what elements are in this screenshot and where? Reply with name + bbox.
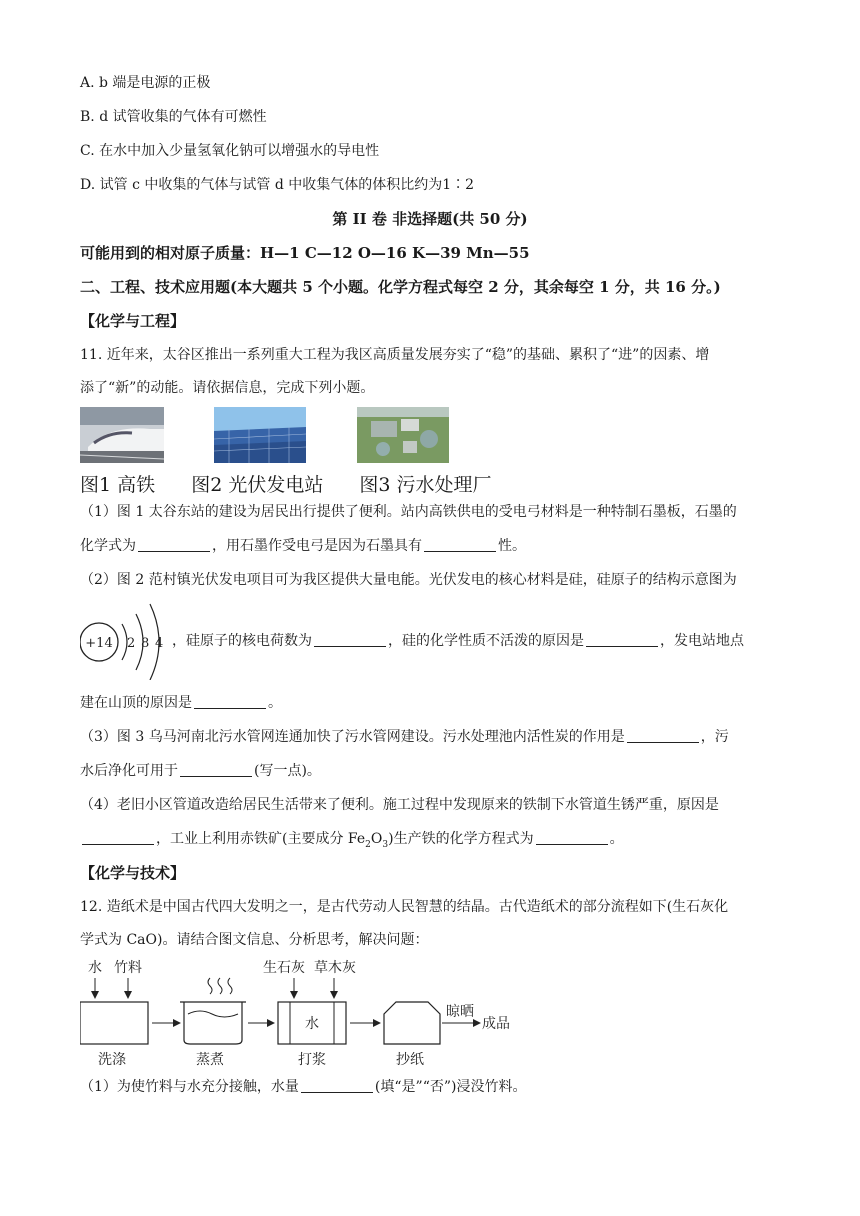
input-plant-ash: 草木灰 — [314, 960, 356, 976]
nucleus-charge: +14 — [85, 636, 113, 651]
q11-p2-line1: （2）图 2 范村镇光伏发电项目可为我区提供大量电能。光伏发电的核心材料是硅，硅原子的结构示意图为 — [80, 572, 737, 588]
q12-stem-2: 学式为 CaO)。请结合图文信息、分析思考，解决问题： — [80, 932, 429, 948]
option-a: A. b 端是电源的正极 — [80, 75, 211, 91]
electron-shell-2: 8 — [141, 636, 150, 651]
caption-1: 图1 高铁 — [80, 474, 156, 496]
step-paper: 抄纸 — [396, 1052, 424, 1068]
answer-blank[interactable] — [536, 830, 608, 845]
figure-captions — [80, 470, 522, 497]
input-quicklime: 生石灰 — [263, 960, 305, 976]
option-c: C. 在水中加入少量氢氧化钠可以增强水的导电性 — [80, 143, 380, 159]
answer-blank[interactable] — [301, 1078, 373, 1093]
q11-stem-2: 添了“新”的动能。请依据信息，完成下列小题。 — [80, 380, 375, 396]
technology-header: 【化学与技术】 — [80, 864, 186, 882]
input-bamboo: 竹料 — [114, 960, 142, 976]
part2-title: 二、工程、技术应用题(本大题共 5 个小题。化学方程式每空 2 分，其余每空 1 分，共 16 分。) — [80, 278, 721, 296]
q11-p2-line3: 建在山顶的原因是 。 — [80, 695, 282, 711]
answer-blank[interactable] — [586, 632, 658, 647]
input-water: 水 — [88, 960, 102, 976]
atomic-mass-line: 可能用到的相对原子质量：H—1 C—12 O—16 K—39 Mn—55 — [80, 244, 530, 262]
product-label: 成品 — [482, 1016, 510, 1032]
step-wash: 洗涤 — [98, 1052, 126, 1068]
q11-p3-line1: （3）图 3 乌马河南北污水管网连通加快了污水管网建设。污水处理池内活性炭的作用是 ，污 — [80, 729, 729, 745]
q11-p1-line2: 化学式为 ，用石墨作受电弓是因为石墨具有 性。 — [80, 538, 526, 554]
q11-stem-1: 11. 近年来，太谷区推出一系列重大工程为我区高质量发展夯实了“稳”的基础、累积了“进”的因素、增 — [80, 347, 710, 363]
answer-blank[interactable] — [138, 537, 210, 552]
sewage-plant-photo — [357, 407, 449, 463]
q11-p4-line2: ，工业上利用赤铁矿(主要成分 $Fe_2O_3$)生产铁的化学方程式为 。 — [80, 829, 624, 855]
paper-mold — [384, 1002, 440, 1044]
answer-blank[interactable] — [314, 632, 386, 647]
step-boil: 蒸煮 — [196, 1052, 224, 1068]
beat-water-label: 水 — [305, 1016, 319, 1032]
electron-shell-1: 2 — [127, 636, 136, 651]
q11-p1-line1: （1）图 1 太谷东站的建设为居民出行提供了便利。站内高铁供电的受电弓材料是一种特制石墨板，石墨的 — [80, 504, 737, 520]
q11-p3-line2: 水后净化可用于 (写一点)。 — [80, 763, 321, 779]
answer-blank[interactable] — [424, 537, 496, 552]
answer-blank[interactable] — [627, 728, 699, 743]
q11-p2-line2: ，硅原子的核电荷数为 ，硅的化学性质不活泼的原因是 ，发电站地点 — [172, 633, 744, 649]
option-b: B. d 试管收集的气体有可燃性 — [80, 109, 267, 125]
step-beat: 打浆 — [298, 1052, 326, 1068]
q12-stem-1: 12. 造纸术是中国古代四大发明之一，是古代劳动人民智慧的结晶。古代造纸术的部分流程如下(生石灰化 — [80, 899, 729, 915]
caption-2: 图2 光伏发电站 — [191, 474, 324, 496]
high-speed-rail-photo — [80, 407, 164, 463]
q11-p4-line1: （4）老旧小区管道改造给居民生活带来了便利。施工过程中发现原来的铁制下水管道生锈严重，原因是 — [80, 797, 719, 813]
option-d: D. 试管 c 中收集的气体与试管 d 中收集气体的体积比约为1∶2 — [80, 177, 475, 193]
wash-box — [80, 1002, 148, 1044]
dry-label: 晾晒 — [446, 1004, 474, 1020]
engineering-header: 【化学与工程】 — [80, 312, 186, 330]
answer-blank[interactable] — [180, 762, 252, 777]
papermaking-flow-diagram — [80, 958, 540, 1070]
electron-shell-3: 4 — [155, 636, 164, 651]
caption-3: 图3 污水处理厂 — [359, 474, 492, 496]
solar-power-station-photo — [214, 407, 306, 463]
q12-p1: （1）为使竹料与水充分接触，水量 (填“是”“否”)浸没竹料。 — [80, 1079, 527, 1095]
silicon-atom-diagram — [80, 600, 170, 680]
boil-pot — [184, 1002, 242, 1044]
answer-blank[interactable] — [194, 694, 266, 709]
answer-blank[interactable] — [82, 830, 154, 845]
section-title: 第 II 卷 非选择题(共 50 分) — [332, 210, 528, 228]
